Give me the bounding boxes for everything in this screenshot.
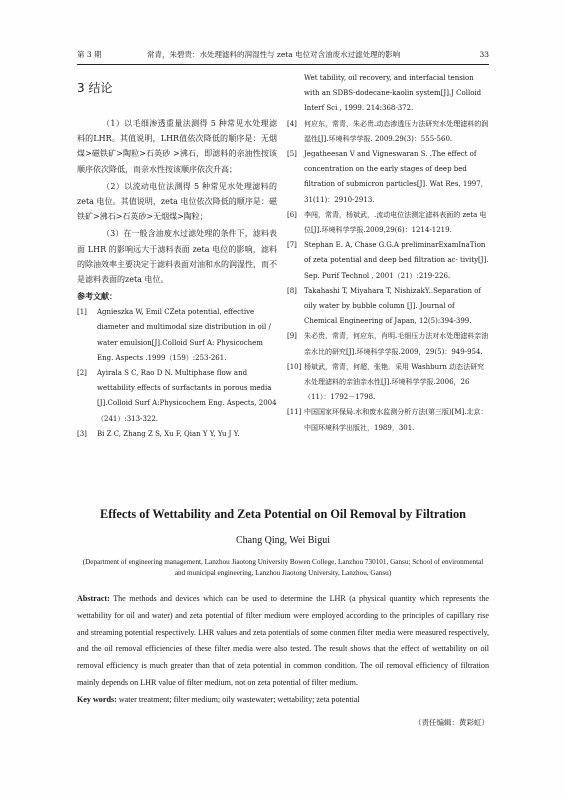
- keywords-text: water treatment; filter medium; oily wastewater; wettability; zeta potential: [118, 694, 360, 704]
- reference-item: [77, 305, 277, 366]
- reference-item: [77, 427, 277, 442]
- reference-text: Wet tability, oil recovery, and interfacial tension with an SDBS-dodecane-kaolin system[J].J Colloid Interf Sci , 1999. 214:368-372.: [304, 74, 482, 113]
- reference-text: Ayirala S C, Rao D N. Multiphase flow and wettability effects of surfactants in porous media [J].Colloid Surf A:Physicochem Eng. Aspects, 2004（241）:313-322.: [97, 369, 277, 423]
- page-number: 33: [479, 50, 489, 59]
- reference-number: [4]: [287, 119, 297, 128]
- reference-item: [287, 147, 489, 208]
- references-heading: 参考文献：: [77, 291, 117, 302]
- reference-number: [11]: [287, 408, 302, 417]
- reference-continuation: [287, 71, 489, 117]
- reference-item: [287, 360, 489, 406]
- reference-text: 杨斌武，常青，何超，张艳．采用 Washburn 动态法研究水处理滤料的亲油亲水性[J].环境科学学报.2006，26（11）：1792－1798.: [304, 362, 485, 402]
- conclusion-paragraph-3: （3）在一般含油废水过滤处理的条件下，滤料表面 LHR 的影响远大于滤料表面 zeta 电位的影响，滤料的除油效率主要决定于滤料表面对油和水的润湿性，而不是滤料表面的zeta 电位。: [77, 229, 277, 285]
- reference-number: [9]: [287, 332, 297, 341]
- reference-item: [287, 117, 489, 147]
- abstract-text: The methods and devices which can be used to determine the LHR (a physical quantity which represents the wettability for oil and water) and zeta potential of filter medium were employed according to the principles of capillary rise and streaming potential respectively. LHR values and zeta potentials of some conmen filter media were measured respectively, and the oil removal efficiencies of these filter media were also tested. The result shows that the effect of wettability on oil removal efficiency is much greater than that of zeta potential in common condition. The oil removal efficiency of filtration mainly depends on LHR value of filter medium, not on zeta potential of filter medium.: [77, 594, 489, 687]
- reference-number: [1]: [77, 308, 87, 317]
- running-title: 常青，朱碧贵：水处理滤料的润湿性与 zeta 电位对含油废水过滤处理的影响: [147, 50, 401, 59]
- reference-item: [287, 284, 489, 330]
- running-header: [77, 48, 489, 62]
- reference-item: [287, 238, 489, 284]
- reference-text: 何应东，常青，朱必贵.动态渗透压力法研究水处理滤料的润湿性[J].环境科学学报. 2009.29(3)：555-560.: [304, 119, 489, 143]
- reference-text: Takahashi T, Miyahara T, NishizakY..Separation of oily water by bubble column [J]. Journal of Chemical Engineering of Japan, 12(5):394-399.: [304, 286, 481, 326]
- reference-item: [287, 405, 489, 435]
- header-rule: [77, 64, 489, 65]
- reference-item: [77, 366, 277, 427]
- reference-number: [10]: [287, 362, 302, 371]
- reference-text: 中国国家环保局.水和废水监测分析方法(第三版)[M].北京：中国环境科学出版社，1989，301.: [304, 408, 488, 432]
- reference-text: Stephan E. A, Chase G.G.A preliminarExamInaTion of zeta potential and deep bed filtration ac- tivity[J]. Sep. Purif Technol , 2001（21）:219-226.: [304, 241, 489, 280]
- english-abstract-block: [77, 506, 489, 707]
- english-title: Effects of Wettability and Zeta Potential on Oil Removal by Filtration: [100, 507, 466, 521]
- issue-label: 第 3 期: [77, 50, 102, 59]
- section-title: 3 结论: [77, 81, 113, 95]
- reference-text: 李闯，常青，杨斌武，.流动电位法测定滤料表面的 zeta 电位[J].环境科学学报.2009,29(6)：1214-1219.: [304, 210, 487, 235]
- reference-number: [2]: [77, 369, 87, 378]
- conclusion-paragraph-1: （1）以毛细渗透重量法测得 5 种常见水处理滤料的LHR。其值说明，LHR值依次降低的顺序是：无烟煤>磁铁矿>陶粒>石英砂 >沸石，即滤料的亲油性按该顺序依次降低，而亲水性按该顺序依次升高；: [77, 119, 277, 174]
- reference-item: [287, 329, 489, 359]
- reference-item: [287, 208, 489, 238]
- english-keywords: [77, 692, 489, 707]
- reference-number: [5]: [287, 150, 297, 159]
- right-column: [287, 71, 489, 436]
- reference-text: 朱必贵，常青，何应东，肖明.毛细压力法对水处理滤料亲油亲水比的研究[J].环境科学学报.2009，29(5)：949-954.: [304, 332, 489, 356]
- reference-number: [7]: [287, 241, 297, 250]
- reference-text: Bi Z C, Zhang Z S, Xu F, Qian Y Y, Yu J Y.: [97, 429, 240, 438]
- abstract-label: Abstract:: [77, 594, 110, 603]
- english-abstract: [77, 591, 489, 692]
- conclusion-paragraph-2: （2）以流动电位法测得 5 种常见水处理滤料的 zeta 电位。其值说明，zeta 电位依次降低的顺序是：磁铁矿>沸石>石英砂>无烟煤>陶粒；: [77, 181, 277, 222]
- reference-text: Agnieszka W, Emil CZeta potential, effective diameter and multimodal size distribution in oil / water emulsion[J].Colloid Surf A: Physicochem Eng. Aspects .1999（159）:253-261.: [97, 308, 271, 362]
- english-authors: Chang Qing, Wei Bigui: [235, 535, 330, 546]
- reference-text: Jegatheesan V and Vigneswaran S. .The effect of concentration on the early stages of deep bed filtration of submicron particles[J]. Wat Res, 1997，31(11)：2910-2913.: [304, 150, 488, 204]
- english-affiliation: (Department of engineering management, Lanzhou Jiaotong University Bowen College, Lanzhou 730101, Gansu; School of environmental and municipal engineering, Lanzhou Jiaotong University, Lanzhou, Gansu): [82, 558, 484, 577]
- reference-number: [3]: [77, 429, 87, 438]
- reference-number: [8]: [287, 286, 297, 295]
- left-column: [77, 78, 277, 442]
- editor-note: （责任编辑：黄彩虹）: [414, 718, 489, 727]
- keywords-label: Key words:: [77, 694, 117, 704]
- reference-number: [6]: [287, 210, 297, 219]
